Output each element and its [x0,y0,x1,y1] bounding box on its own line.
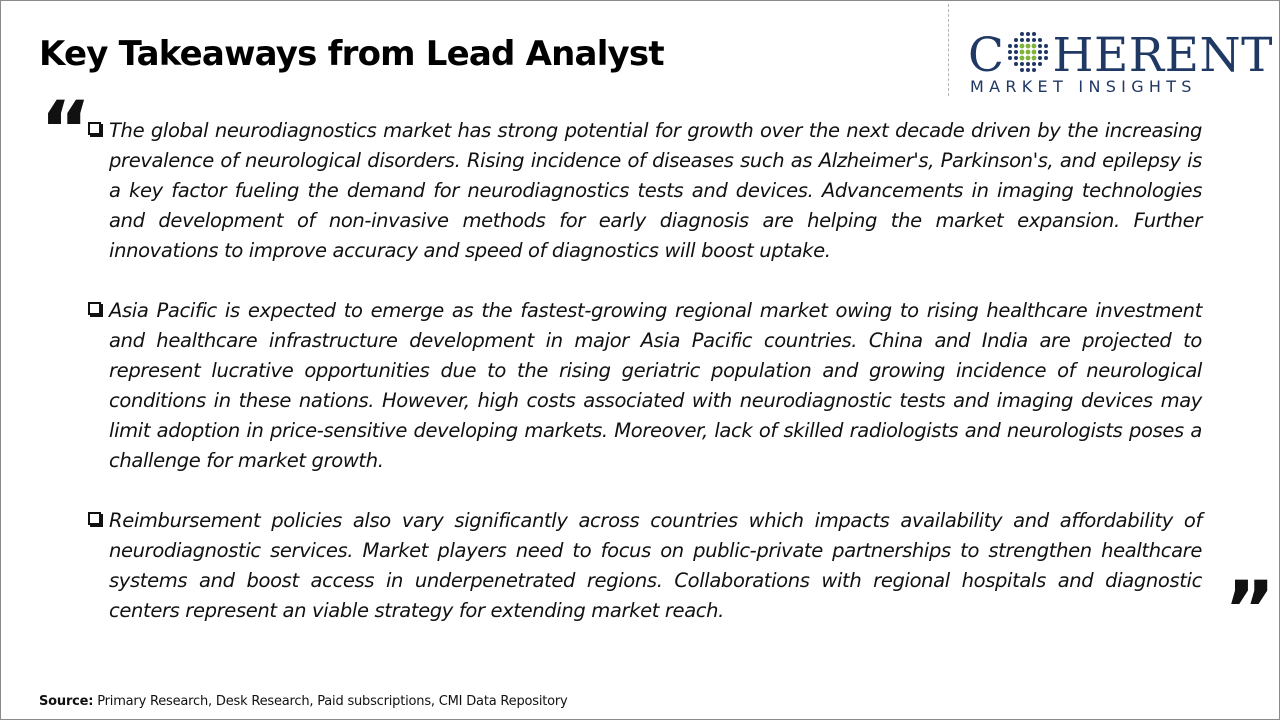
logo-dot [1026,44,1031,49]
takeaway-text: The global neurodiagnostics market has strong potential for growth over the next decade driven by the increasing prevalence of neurological disorders. Rising incidence of diseases such as Alzheimer's, Parkinson's, and epilepsy is a key factor fueling the demand for neurodiagnostics tests and devices. Advancements in imaging technologies and development of non-invasive methods for early diagnosis are helping the market expansion. Further innovations to improve accuracy and speed of diagnostics will boost uptake. [109,119,1202,262]
logo-dot [1032,50,1037,55]
logo-dot [1032,68,1036,72]
logo-dot [1020,68,1024,72]
takeaway-text: Reimbursement policies also vary significantly across countries which impacts availability and affordability of neurodiagnostic services. Market players need to focus on public-private partnerships to strengthen healthcare systems and boost access in underpenetrated regions. Collaborations with regional hospitals and diagnostic centers represent an viable strategy for extending market reach. [109,509,1202,622]
checkbox-bullet-icon [88,122,101,135]
logo-dots-icon [1006,30,1050,74]
logo-subtitle: MARKET INSIGHTS [970,77,1197,96]
logo-dot [1008,44,1012,48]
logo-dot [1032,44,1037,49]
list-item [86,506,1202,626]
takeaway-text: Asia Pacific is expected to emerge as the fastest-growing regional market owing to rising healthcare investment and healthcare infrastructure development in major Asia Pacific countries. China and India are projected to represent lucrative opportunities due to the rising geriatric population and growing incidence of neurological conditions in these nations. However, high costs associated with neurodiagnostic tests and imaging devices may limit adoption in price-sensitive developing markets. Moreover, lack of skilled radiologists and neurologists poses a challenge for market growth. [109,299,1202,472]
checkbox-bullet-icon [88,302,101,315]
logo-dot [1026,68,1030,72]
source-label: Source: [39,694,94,709]
logo-dot [1032,38,1036,42]
logo-dot [1026,32,1030,36]
logo-dot [1014,38,1018,42]
logo-dot [1020,56,1025,61]
logo-dot [1032,32,1036,36]
logo-dot [1020,62,1024,66]
list-item [86,116,1202,266]
header-divider [948,4,949,96]
logo-dot [1020,50,1025,55]
logo-dot [1020,44,1025,49]
logo-dot [1026,38,1030,42]
logo-dot [1026,50,1031,55]
checkbox-bullet-icon [88,512,101,525]
logo-dot [1044,56,1048,60]
logo-dot [1014,50,1018,54]
logo-wordmark [968,28,1273,83]
source-text: Primary Research, Desk Research, Paid subscriptions, CMI Data Repository [93,694,568,709]
logo-letters-herent: HERENT [1052,28,1273,83]
logo-dot [1026,62,1030,66]
takeaways-list [86,116,1202,656]
logo-dot [1032,56,1037,61]
logo-dot [1032,62,1036,66]
logo-dot [1020,32,1024,36]
logo-letter-c: C [968,28,1005,83]
source-note [39,694,568,709]
logo-dot [1044,50,1048,54]
logo-dot [1038,38,1042,42]
logo-dot [1014,62,1018,66]
logo-dot [1020,38,1024,42]
logo-dot [1014,56,1018,60]
list-item [86,296,1202,476]
logo-dot [1014,44,1018,48]
page-title: Key Takeaways from Lead Analyst [39,34,664,74]
logo-dot [1044,44,1048,48]
logo-dot [1038,50,1042,54]
logo-dot [1038,56,1042,60]
open-quote-icon: “ [40,86,86,176]
logo-dot [1038,44,1042,48]
close-quote-icon: ” [1224,566,1270,656]
logo-dot [1008,50,1012,54]
logo-dot [1008,56,1012,60]
company-logo [968,28,1273,100]
logo-dot [1026,56,1031,61]
logo-dot [1038,62,1042,66]
